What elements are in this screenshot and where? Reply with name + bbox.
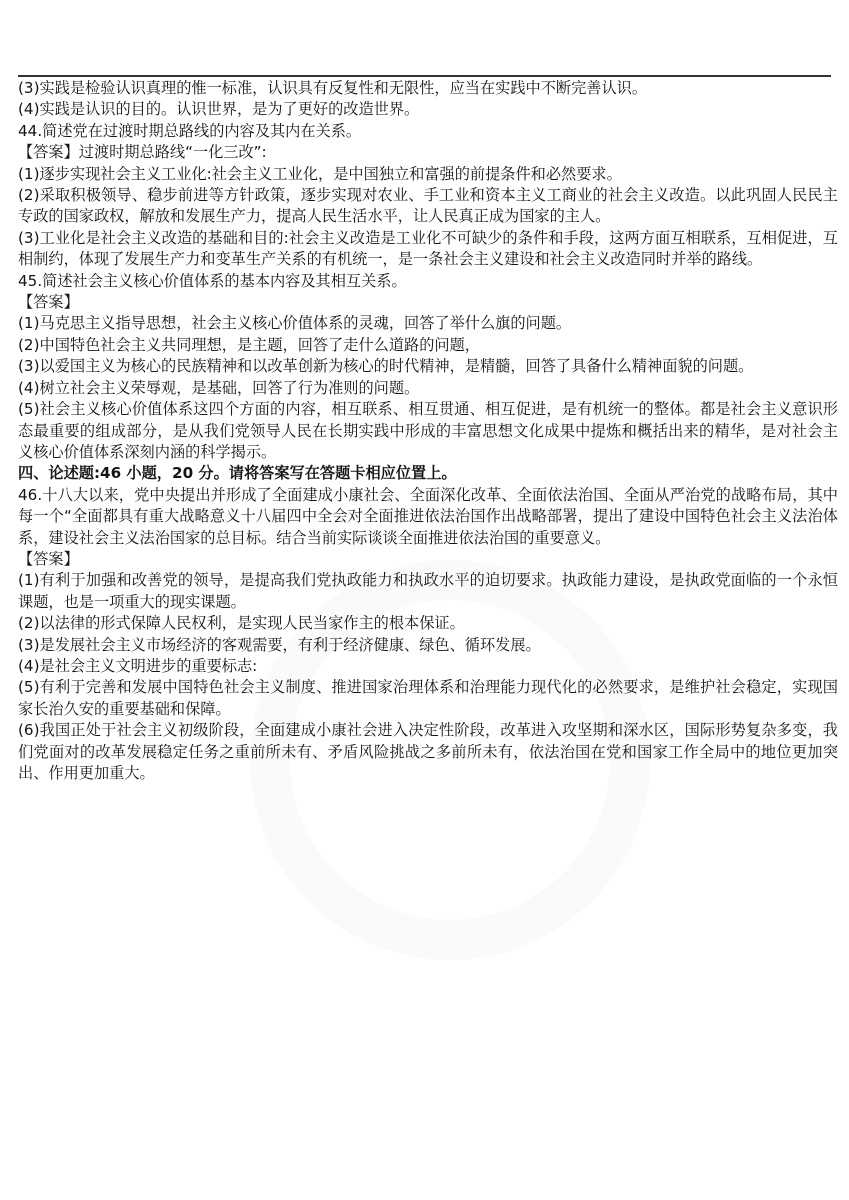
- answer-44-item-2: (2)采取积极领导、稳步前进等方针政策，逐步实现对农业、手工业和资本主义工商业的社会主义改造。以此巩固人民民主专政的国家政权，解放和发展生产力，提高人民生活水平，让人民真正成为国家的主人。: [18, 186, 838, 226]
- answer-46-item-3: (3)是发展社会主义市场经济的客观需要，有利于经济健康、绿色、循环发展。: [18, 635, 541, 654]
- question-46: 46.十八大以来，党中央提出并形成了全面建成小康社会、全面深化改革、全面依法治国、全面从严治党的战略布局，其中每一个“全面都具有重大战略意义十八届四中全会对全面推进依法治国作出战略部署，提出了建设中国特色社会主义法治体系，建设社会主义法治国家的总目标。结合当前实际谈谈全面推进依法治国的重要意义。: [18, 485, 838, 547]
- answer-45-item-4: (4)树立社会主义荣辱观，是基础，回答了行为准则的问题。: [18, 378, 420, 397]
- question-44: 44.简述党在过渡时期总路线的内容及其内在关系。: [18, 121, 362, 140]
- section-heading-4: 四、论述题:46 小题，20 分。请将答案写在答题卡相应位置上。: [18, 464, 457, 483]
- answer-46-item-1: (1)有利于加强和改善党的领导，是提高我们党执政能力和执政水平的迫切要求。执政能力建设，是执政党面临的一个永恒课题，也是一项重大的现实课题。: [18, 571, 838, 611]
- answer-45-item-2: (2)中国特色社会主义共同理想，是主题，回答了走什么道路的问题，: [18, 335, 480, 354]
- answer-item-4: (4)实践是认识的目的。认识世界，是为了更好的改造世界。: [18, 100, 420, 119]
- answer-46-item-6: (6)我国正处于社会主义初级阶段，全面建成小康社会进入决定性阶段，改革进入攻坚期和深水区，国际形势复杂多变，我们党面对的改革发展稳定任务之重前所未有、矛盾风险挑战之多前所未有，依法治国在党和国家工作全局中的地位更加突出、作用更加重大。: [18, 721, 838, 782]
- answer-45-item-1: (1)马克思主义指导思想，社会主义核心价值体系的灵魂，回答了举什么旗的问题。: [18, 314, 572, 333]
- answer-46-item-5: (5)有利于完善和发展中国特色社会主义制度、推进国家治理体系和治理能力现代化的必然要求，是维护社会稳定，实现国家长治久安的重要基础和保障。: [18, 678, 838, 718]
- answer-heading-46: 【答案】: [18, 549, 79, 568]
- document-body: [18, 78, 838, 784]
- question-45: 45.简述社会主义核心价值体系的基本内容及其相互关系。: [18, 271, 407, 290]
- answer-45-item-5: (5)社会主义核心价值体系这四个方面的内容，相互联系、相互贯通、相互促进，是有机统一的整体。都是社会主义意识形态最重要的组成部分，是从我们党领导人民在长期实践中形成的丰富思想文化成果中提炼和概括出来的精华，是对社会主义核心价值体系深刻内涵的科学揭示。: [18, 400, 838, 461]
- answer-44-item-1: (1)逐步实现社会主义工业化:社会主义工业化，是中国独立和富强的前提条件和必然要求。: [18, 164, 622, 183]
- answer-item-3: (3)实践是检验认识真理的惟一标准，认识具有反复性和无限性，应当在实践中不断完善认识。: [18, 79, 648, 97]
- answer-44-item-3: (3)工业化是社会主义改造的基础和目的:社会主义改造是工业化不可缺少的条件和手段，这两方面互相联系，互相促进，互相制约，体现了发展生产力和变革生产关系的有机统一，是一条社会主义建设和社会主义改造同时并举的路线。: [18, 228, 838, 269]
- top-rule: [18, 75, 831, 77]
- answer-heading-45: 【答案】: [18, 293, 79, 312]
- answer-45-item-3: (3)以爱国主义为核心的民族精神和以改革创新为核心的时代精神，是精髓，回答了具备什么精神面貌的问题。: [18, 357, 754, 376]
- answer-46-item-2: (2)以法律的形式保障人民权利，是实现人民当家作主的根本保证。: [18, 614, 465, 633]
- answer-46-item-4: (4)是社会主义文明进步的重要标志:: [18, 656, 258, 675]
- answer-heading-44: 【答案】过渡时期总路线“一化三改”:: [18, 143, 267, 162]
